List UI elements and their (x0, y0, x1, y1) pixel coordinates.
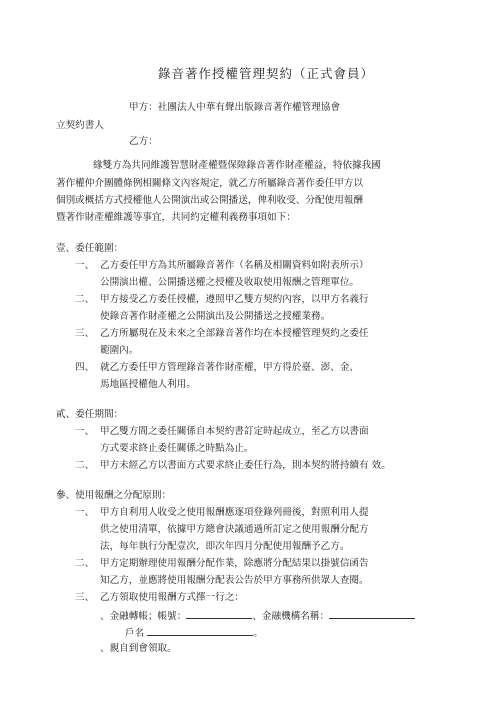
item-number: 四、 (75, 362, 95, 373)
account-name-blank (147, 624, 253, 636)
in-person-option: 、親自到會領取。 (100, 643, 177, 654)
party-b-line: 乙方： (129, 136, 158, 147)
account-name-end: 。 (253, 628, 263, 639)
bank-name-blank (329, 607, 415, 619)
preamble-line: 暨著作財產權維護等事宜，共同約定權利義務事項如下： (56, 212, 296, 223)
account-number-blank (186, 607, 252, 619)
item-text: 甲方自利用人收受之使用報酬應逐項登錄列冊後，對照利用人提 (100, 507, 369, 518)
item-text: 範圍內。 (100, 345, 139, 356)
account-name-label: 戶名 (125, 628, 145, 639)
party-a-line: 甲方：社團法人中華有聲出版錄音著作權管理協會 (129, 102, 341, 113)
item-text: 公開演出權、公開播送權之授權及收取使用報酬之管理單位。 (100, 277, 360, 288)
item-number: 三、 (75, 592, 95, 603)
item-text: 乙方領取使用報酬方式擇一行之： (100, 592, 244, 603)
item-text: 使錄音著作財產權之公開演出及公開播送之授權業務。 (100, 311, 331, 322)
item-text: 乙方委任甲方為其所屬錄音著作（名稱及相關資料如附表所示） (100, 260, 369, 271)
item-number: 三、 (75, 328, 95, 339)
preamble-line: 個別或概括方式授權他人公開演出或公開播送，俾利收受、分配使用報酬 (56, 195, 363, 206)
item-text: 供之使用清單，依據甲方總會決議通過所訂定之使用報酬分配方 (100, 524, 369, 535)
item-text: 乙方所屬現在及未來之全部錄音著作均在本授權管理契約之委任 (100, 328, 369, 339)
item-text: 就乙方委任甲方管理錄音著作財產權，甲方得於臺、澎、金、 (100, 362, 360, 373)
item-number: 一、 (75, 260, 95, 271)
item-text: 方式要求終止委任關係之時點為止。 (100, 443, 254, 454)
bank-name-label: 、金融機構名稱： (252, 611, 330, 622)
signer-label: 立契約書人 (56, 120, 104, 131)
item-number: 一、 (75, 426, 95, 437)
bank-transfer-label: 、金融轉帳；帳號： (100, 611, 187, 622)
item-text: 甲方未經乙方以書面方式要求終止委任行為，則本契約將持續有 效。 (100, 460, 391, 471)
item-number: 二、 (75, 558, 95, 569)
item-text: 甲方接受乙方委任授權，遵照甲乙雙方契約內容，以甲方名義行 (100, 294, 369, 305)
item-text: 馬地區授權他人利用。 (100, 379, 196, 390)
section-heading: 貳、委任期間： (56, 409, 124, 420)
item-text: 甲方定期辦理使用報酬分配作業，除應將分配結果以掛號信函告 (100, 558, 369, 569)
item-number: 二、 (75, 294, 95, 305)
section-heading: 壹、委任範圍： (56, 243, 124, 254)
item-text: 知乙方，並應將使用報酬分配表公告於甲方事務所供眾人查閱。 (100, 575, 369, 586)
preamble-line: 著作權仲介團體條例相關條文內容規定，就乙方所屬錄音著作委任甲方以 (56, 178, 363, 189)
document-title: 錄音著作授權管理契約（正式會員） (158, 66, 375, 81)
item-text: 甲乙雙方間之委任關係自本契約書訂定時起成立，至乙方以書面 (100, 426, 369, 437)
section-heading: 參、使用報酬之分配原則： (56, 490, 172, 501)
item-text: 法，每年執行分配壹次，即次年四月分配使用報酬予乙方。 (100, 541, 350, 552)
account-name-row (125, 624, 263, 642)
preamble-line: 緣雙方為共同維護智慧財產權暨保障錄音著作財產權益，特依據我國 (93, 160, 381, 171)
item-number: 二、 (75, 460, 95, 471)
item-number: 一、 (75, 507, 95, 518)
bank-transfer-option (100, 607, 415, 625)
